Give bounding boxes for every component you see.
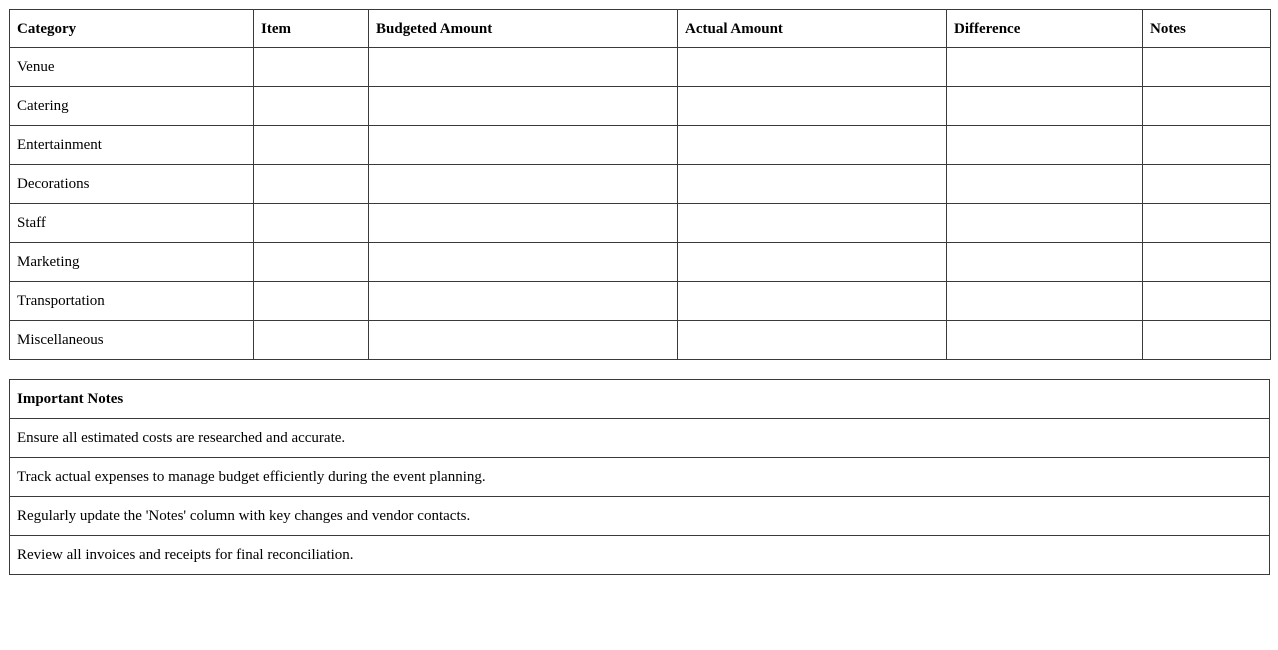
- important-notes-table: [9, 379, 1270, 575]
- budget-table-header: [10, 10, 1271, 48]
- column-header-difference: Difference: [947, 10, 1143, 48]
- cell-actual[interactable]: [678, 204, 947, 243]
- cell-budgeted[interactable]: [369, 126, 678, 165]
- cell-notes[interactable]: [1143, 126, 1271, 165]
- cell-difference[interactable]: [947, 282, 1143, 321]
- column-header-actual: Actual Amount: [678, 10, 947, 48]
- cell-notes[interactable]: [1143, 204, 1271, 243]
- column-header-item: Item: [254, 10, 369, 48]
- budget-header-row: [10, 10, 1271, 48]
- note-text: Track actual expenses to manage budget efficiently during the event planning.: [10, 458, 1270, 497]
- table-row: [10, 204, 1271, 243]
- cell-category: Staff: [10, 204, 254, 243]
- cell-category: Decorations: [10, 165, 254, 204]
- cell-item[interactable]: [254, 282, 369, 321]
- cell-difference[interactable]: [947, 204, 1143, 243]
- event-budget-table: [9, 9, 1271, 360]
- cell-category: Entertainment: [10, 126, 254, 165]
- cell-item[interactable]: [254, 48, 369, 87]
- cell-notes[interactable]: [1143, 321, 1271, 360]
- cell-item[interactable]: [254, 165, 369, 204]
- note-text: Ensure all estimated costs are researched and accurate.: [10, 419, 1270, 458]
- cell-category: Miscellaneous: [10, 321, 254, 360]
- cell-actual[interactable]: [678, 87, 947, 126]
- cell-difference[interactable]: [947, 87, 1143, 126]
- table-row: [10, 126, 1271, 165]
- cell-category: Transportation: [10, 282, 254, 321]
- cell-actual[interactable]: [678, 126, 947, 165]
- cell-actual[interactable]: [678, 282, 947, 321]
- note-text: Regularly update the 'Notes' column with key changes and vendor contacts.: [10, 497, 1270, 536]
- notes-table-title: Important Notes: [10, 380, 1270, 419]
- cell-difference[interactable]: [947, 48, 1143, 87]
- cell-item[interactable]: [254, 126, 369, 165]
- cell-notes[interactable]: [1143, 282, 1271, 321]
- table-row: [10, 243, 1271, 282]
- column-header-category: Category: [10, 10, 254, 48]
- table-row: [10, 87, 1271, 126]
- list-item: [10, 419, 1270, 458]
- cell-budgeted[interactable]: [369, 87, 678, 126]
- budget-table-body: [10, 48, 1271, 360]
- table-row: [10, 321, 1271, 360]
- cell-notes[interactable]: [1143, 87, 1271, 126]
- cell-difference[interactable]: [947, 243, 1143, 282]
- cell-category: Marketing: [10, 243, 254, 282]
- column-header-notes: Notes: [1143, 10, 1271, 48]
- cell-actual[interactable]: [678, 48, 947, 87]
- notes-table-header: [10, 380, 1270, 419]
- notes-header-row: [10, 380, 1270, 419]
- cell-notes[interactable]: [1143, 48, 1271, 87]
- cell-budgeted[interactable]: [369, 48, 678, 87]
- cell-budgeted[interactable]: [369, 204, 678, 243]
- note-text: Review all invoices and receipts for final reconciliation.: [10, 536, 1270, 575]
- cell-item[interactable]: [254, 204, 369, 243]
- table-separator: [9, 360, 1269, 379]
- column-header-budgeted: Budgeted Amount: [369, 10, 678, 48]
- cell-difference[interactable]: [947, 165, 1143, 204]
- cell-actual[interactable]: [678, 321, 947, 360]
- cell-actual[interactable]: [678, 165, 947, 204]
- cell-difference[interactable]: [947, 321, 1143, 360]
- cell-difference[interactable]: [947, 126, 1143, 165]
- cell-actual[interactable]: [678, 243, 947, 282]
- cell-budgeted[interactable]: [369, 282, 678, 321]
- cell-notes[interactable]: [1143, 243, 1271, 282]
- cell-budgeted[interactable]: [369, 321, 678, 360]
- cell-budgeted[interactable]: [369, 243, 678, 282]
- cell-category: Venue: [10, 48, 254, 87]
- list-item: [10, 497, 1270, 536]
- cell-budgeted[interactable]: [369, 165, 678, 204]
- notes-table-body: [10, 419, 1270, 575]
- table-row: [10, 282, 1271, 321]
- cell-notes[interactable]: [1143, 165, 1271, 204]
- cell-item[interactable]: [254, 87, 369, 126]
- cell-item[interactable]: [254, 321, 369, 360]
- table-row: [10, 48, 1271, 87]
- list-item: [10, 458, 1270, 497]
- cell-category: Catering: [10, 87, 254, 126]
- list-item: [10, 536, 1270, 575]
- table-row: [10, 165, 1271, 204]
- cell-item[interactable]: [254, 243, 369, 282]
